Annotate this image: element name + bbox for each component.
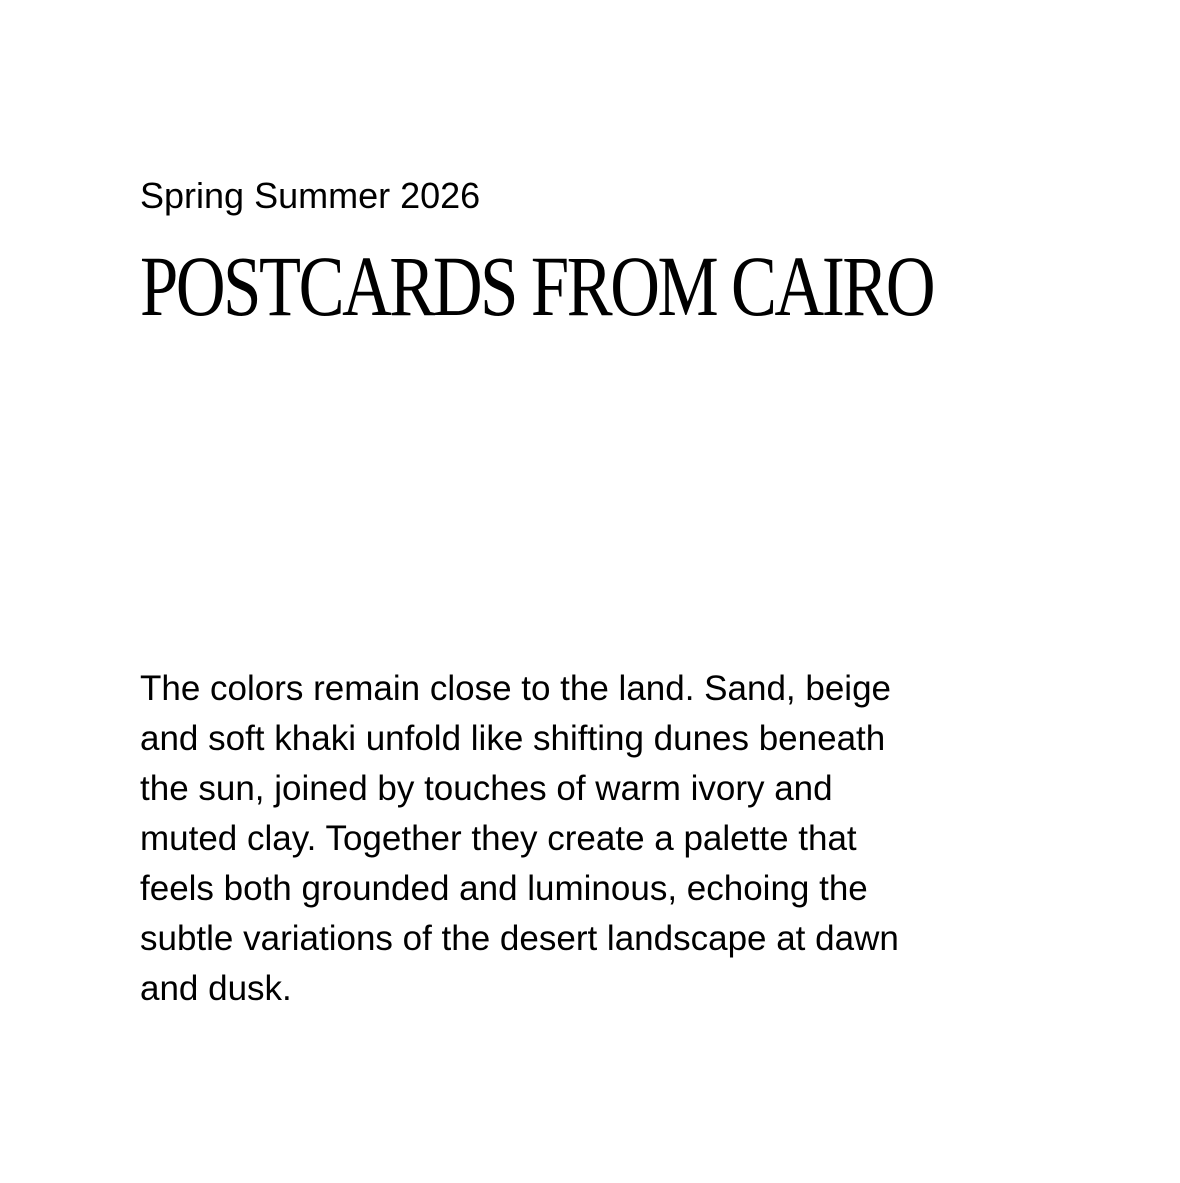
body-line: the sun, joined by touches of warm ivory and	[140, 769, 833, 808]
season-label: Spring Summer 2026	[140, 175, 481, 216]
body-paragraph	[140, 664, 1060, 1014]
collection-title: POSTCARDS FROM CAIRO	[140, 238, 934, 334]
body-line: and dusk.	[140, 969, 292, 1008]
body-line: feels both grounded and luminous, echoing the	[140, 869, 868, 908]
body-line: muted clay. Together they create a palette that	[140, 819, 857, 858]
body-line: and soft khaki unfold like shifting dunes beneath	[140, 719, 886, 758]
body-line: The colors remain close to the land. Sand, beige	[140, 669, 891, 708]
body-line: subtle variations of the desert landscape at dawn	[140, 919, 899, 958]
